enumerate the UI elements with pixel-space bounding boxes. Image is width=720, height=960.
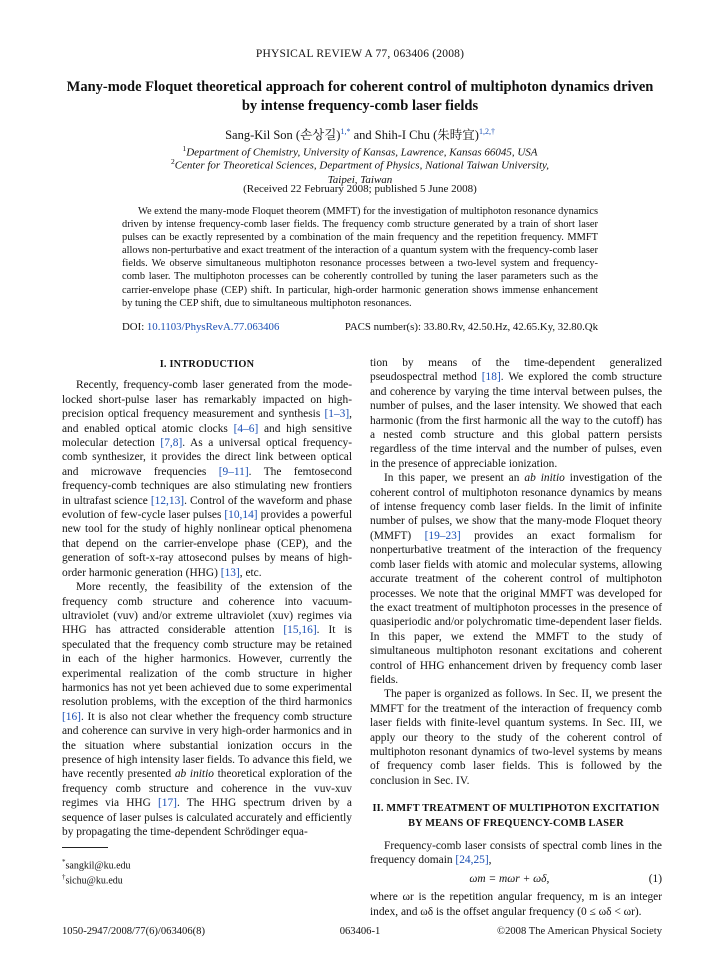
- section-2-heading: II. MMFT TREATMENT OF MULTIPHOTON EXCITATION BY MEANS OF FREQUENCY-COMB LASER: [372, 803, 660, 829]
- citation-link[interactable]: [13]: [220, 566, 240, 579]
- author-1: Sang-Kil Son (손상길): [225, 128, 341, 142]
- intro-paragraph-1: Recently, frequency-comb laser generated from the mode-locked short-pulse laser has remarkably impacted on high-precision optical frequency measurement and synthesis [1–3], and enabled optical atomic clocks [4–6] and high sensitive molecular detection [7,8]. As a universal optical frequency-comb synthesizer, it provides the direct link between optical and microwave frequencies [9–11]. The femtosecond frequency-comb techniques are also stimulating new frontiers in ultrafast science [12,13]. Control of the waveform and phase evolution of few-cycle laser pulses [10,14] provides a powerful new tool for the study of highly nonlinear optical phenomena that depend on the carrier-envelope phase (CEP), and the generation of soft-x-ray attosecond pulses by means of high-order harmonic generation (HHG) [13], etc.: [62, 379, 353, 579]
- pacs-numbers: PACS number(s): 33.80.Rv, 42.50.Hz, 42.65.Ky, 32.80.Qk: [344, 321, 598, 333]
- right-column: [370, 356, 662, 919]
- intro-paragraph-3: In this paper, we present an ab initio investigation of the coherent control of multiphoton resonance dynamics by means of intense frequency comb laser fields. In the limit of infinite number of pulses, we show that the many-mode Floquet theory (MMFT) [19–23] provides an exact formalism for nonperturbative treatment of the interaction of the frequency comb laser fields with atomic and molecular systems, allowing accurate treatment of the coherent control of multiphoton processes. We note that the original MMFT was developed for the exact treatment of multiphoton processes in the presence of quasiperiodic and/or polychromatic time-dependent laser fields. In this paper, we extend the MMFT to the study of simultaneous multiphoton resonant excitations and coherent control of HHG enhancement driven by frequency comb laser fields.: [370, 472, 662, 686]
- affiliation-1: $^1$Department of Chemistry, University of Kansas, Lawrence, Kansas 66045, USA: [182, 144, 538, 159]
- author-1-footnote-link[interactable]: 1,*: [340, 126, 351, 136]
- section-1-heading: I. INTRODUCTION: [159, 359, 255, 370]
- citation-link[interactable]: [1–3]: [324, 408, 350, 421]
- section-2-paragraph-2: where ωr is the repetition angular frequency, m is an integer index, and ωδ is the offset angular frequency (0 ≤ ωδ < ωr).: [370, 891, 662, 918]
- paper-title: [60, 78, 660, 116]
- doi-label: DOI:: [122, 321, 147, 333]
- citation-link[interactable]: [12,13]: [150, 494, 185, 507]
- doi-pacs-row: [122, 321, 598, 333]
- doi-link[interactable]: 10.1103/PhysRevA.77.063406: [146, 321, 280, 333]
- affiliation-2: $^2$Center for Theoretical Sciences, Department of Physics, National Taiwan University, Taipei, Taiwan: [170, 157, 550, 186]
- footnote-1-email: sangkil@ku.edu: [65, 860, 131, 872]
- footer-copyright: ©2008 The American Physical Society: [497, 926, 662, 937]
- left-column: [62, 356, 352, 839]
- received-dates: (Received 22 February 2008; published 5 June 2008): [243, 183, 477, 195]
- title-line-2: by intense frequency-comb laser fields: [241, 98, 479, 114]
- citation-link[interactable]: [7,8]: [160, 437, 183, 450]
- citation-link[interactable]: [16]: [62, 710, 81, 723]
- footnote-2-email: sichu@ku.edu: [65, 875, 123, 887]
- title-line-1: Many-mode Floquet theoretical approach for coherent control of multiphoton dynamics driven: [66, 79, 654, 95]
- author-2: Shih-I Chu (朱時宜): [374, 128, 479, 142]
- abstract: We extend the many-mode Floquet theorem (MMFT) for the investigation of multiphoton resonance dynamics driven by intense frequency-comb laser fields. The frequency comb structure generated by a train of short laser pulses can be exactly represented by a combination of the main frequency and the repetition frequency. MMFT allows non-perturbative and exact treatment of the interaction of a quantum system with the frequency-comb laser fields. We observe simultaneous multiphoton resonance processes between a two-level system and frequency-comb laser. The multiphoton processes can be coherently controlled by tuning the laser parameters such as the carrier-envelope phase (CEP) shift. In particular, high-order harmonic generation shows immense enhancement by tuning the CEP shift, due to simultaneous multiphoton resonances.: [122, 206, 598, 309]
- author-2-footnote-link[interactable]: 1,2,†: [478, 126, 495, 136]
- author-list: [0, 125, 720, 143]
- running-header: PHYSICAL REVIEW A 77, 063406 (2008): [255, 48, 465, 60]
- equation-1-body: ωm = mωr + ωδ,: [469, 872, 550, 885]
- citation-link[interactable]: [10,14]: [224, 509, 258, 522]
- footer-page-number: 063406-1: [339, 926, 381, 937]
- citation-link[interactable]: [15,16]: [283, 624, 317, 637]
- citation-link[interactable]: [4–6]: [233, 422, 259, 435]
- citation-link[interactable]: [19–23]: [424, 529, 461, 542]
- equation-1-number: (1): [648, 872, 662, 885]
- footnote-rule: [62, 847, 108, 848]
- footnote-2: †sichu@ku.edu: [62, 873, 123, 887]
- intro-paragraph-2-continued: tion by means of the time-dependent generalized pseudospectral method [18]. We explored the comb structure and coherence by varying the time interval between pulses, the number of pulses, and the laser intensity. We showed that each harmonic (from the first harmonic all the way to the cutoff) has a nested comb structure and this global pattern persists regardless of the time interval and the number of pulses, even in the presence of appreciable ionization.: [370, 357, 662, 470]
- footer-issn: 1050-2947/2008/77(6)/063406(8): [62, 926, 206, 937]
- footnote-1: *sangkil@ku.edu: [62, 858, 131, 872]
- citation-link[interactable]: [17]: [158, 797, 177, 810]
- author-conjunction: and: [350, 128, 375, 142]
- citation-link[interactable]: [9–11]: [218, 465, 249, 478]
- intro-paragraph-2: More recently, the feasibility of the extension of the frequency comb structure and coherence into vacuum-ultraviolet (vuv) and/or extreme ultraviolet (xuv) regimes via HHG has attracted considerable attention [15,16]. It is speculated that the frequency comb structure may be retained in each of the higher harmonics. However, currently the experimental realization of the comb structure in higher harmonics has not yet been achieved due to some experimental resolution problems, with the exception of the third harmonics [16]. It is also not clear whether the frequency comb structure and coherence can survive in very high-order harmonics and in the situation where substantial ionization occurs in the presence of high intensity laser fields. To advance this field, we have recently presented ab initio theoretical exploration of the frequency comb structure and coherence in the vuv-xuv regimes via HHG [17]. The HHG spectrum driven by a sequence of laser pulses is calculated accurately and efficiently by propagating the time-dependent Schrödinger equa-: [62, 581, 352, 838]
- section-2-paragraph-1: Frequency-comb laser consists of spectral comb lines in the frequency domain [24,25],: [370, 840, 662, 867]
- intro-paragraph-4: The paper is organized as follows. In Sec. II, we present the MMFT for the treatment of the interaction of frequency comb laser fields with finite-level quantum systems. In Sec. III, we apply our theory to the study of the coherent control of multiphoton resonant dynamics of two-level systems by means of frequency comb laser fields. This is followed by the conclusion in Sec. IV.: [370, 688, 662, 787]
- equation-1: [370, 872, 662, 886]
- citation-link[interactable]: [18]: [481, 371, 501, 384]
- citation-link[interactable]: [24,25]: [455, 854, 489, 867]
